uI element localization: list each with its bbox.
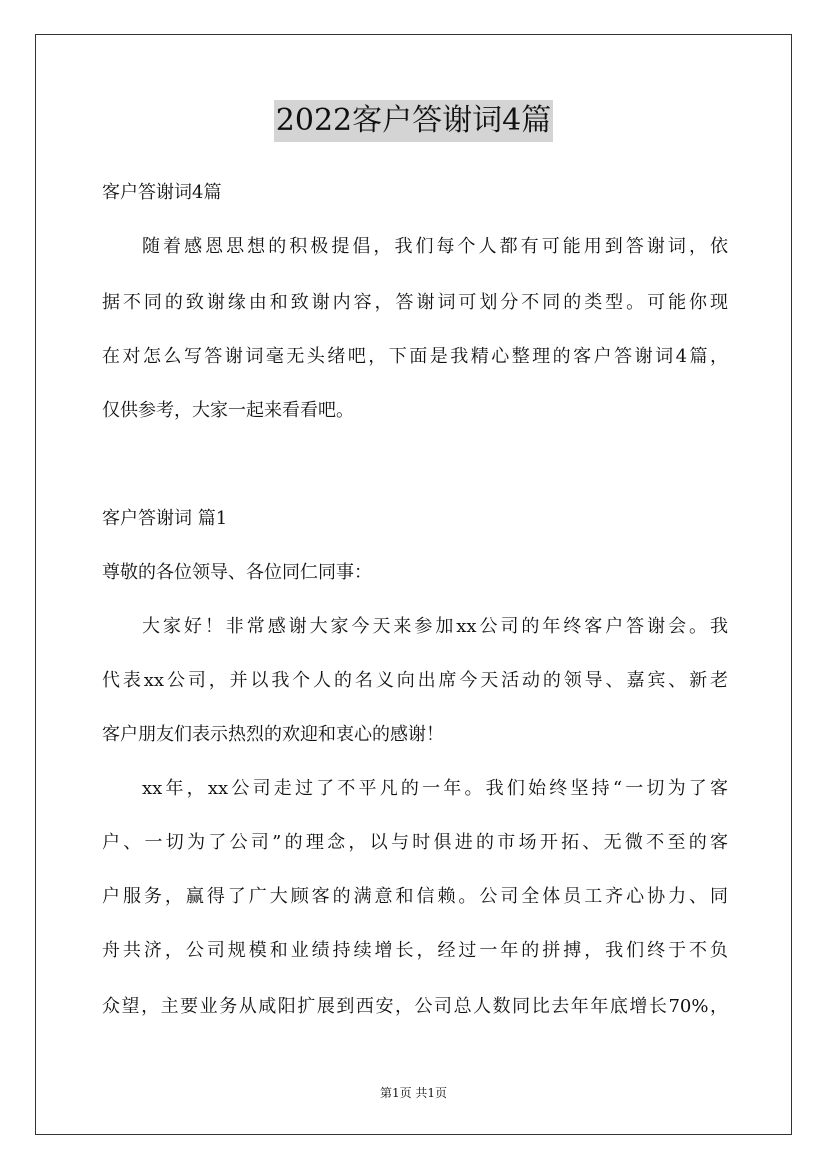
- document-title: 2022客户答谢词4篇: [274, 100, 553, 142]
- salutation-line: 尊敬的各位领导、各位同仁同事：: [102, 562, 372, 583]
- paragraph-line: 随着感恩思想的积极提倡，我们每个人都有可能用到答谢词，依: [142, 236, 728, 257]
- section-heading: 客户答谢词 篇1: [102, 508, 228, 529]
- paragraph-line: 在对怎么写答谢词毫无头绪吧，下面是我精心整理的客户答谢词4篇，: [102, 346, 728, 367]
- paragraph-line: xx年，xx公司走过了不平凡的一年。我们始终坚持“一切为了客: [142, 778, 728, 799]
- subtitle-line: 客户答谢词4篇: [102, 182, 222, 203]
- paragraph-line: 大家好！非常感谢大家今天来参加xx公司的年终客户答谢会。我: [142, 616, 728, 637]
- paragraph-line: 仅供参考，大家一起来看看吧。: [102, 400, 354, 421]
- paragraph-line: 户服务，赢得了广大顾客的满意和信赖。公司全体员工齐心协力、同: [102, 886, 728, 907]
- paragraph-line: 舟共济，公司规模和业绩持续增长，经过一年的拼搏，我们终于不负: [102, 940, 728, 961]
- paragraph-line: 众望，主要业务从咸阳扩展到西安，公司总人数同比去年年底增长70%，: [102, 996, 728, 1017]
- paragraph-line: 据不同的致谢缘由和致谢内容，答谢词可划分不同的类型。可能你现: [102, 292, 728, 313]
- paragraph-line: 户、一切为了公司”的理念，以与时俱进的市场开拓、无微不至的客: [102, 832, 728, 853]
- page-footer: 第1页 共1页: [379, 1086, 448, 1100]
- paragraph-line: 客户朋友们表示热烈的欢迎和衷心的感谢！: [102, 724, 444, 745]
- title-wrap: [0, 100, 827, 142]
- paragraph-line: 代表xx公司，并以我个人的名义向出席今天活动的领导、嘉宾、新老: [102, 670, 728, 691]
